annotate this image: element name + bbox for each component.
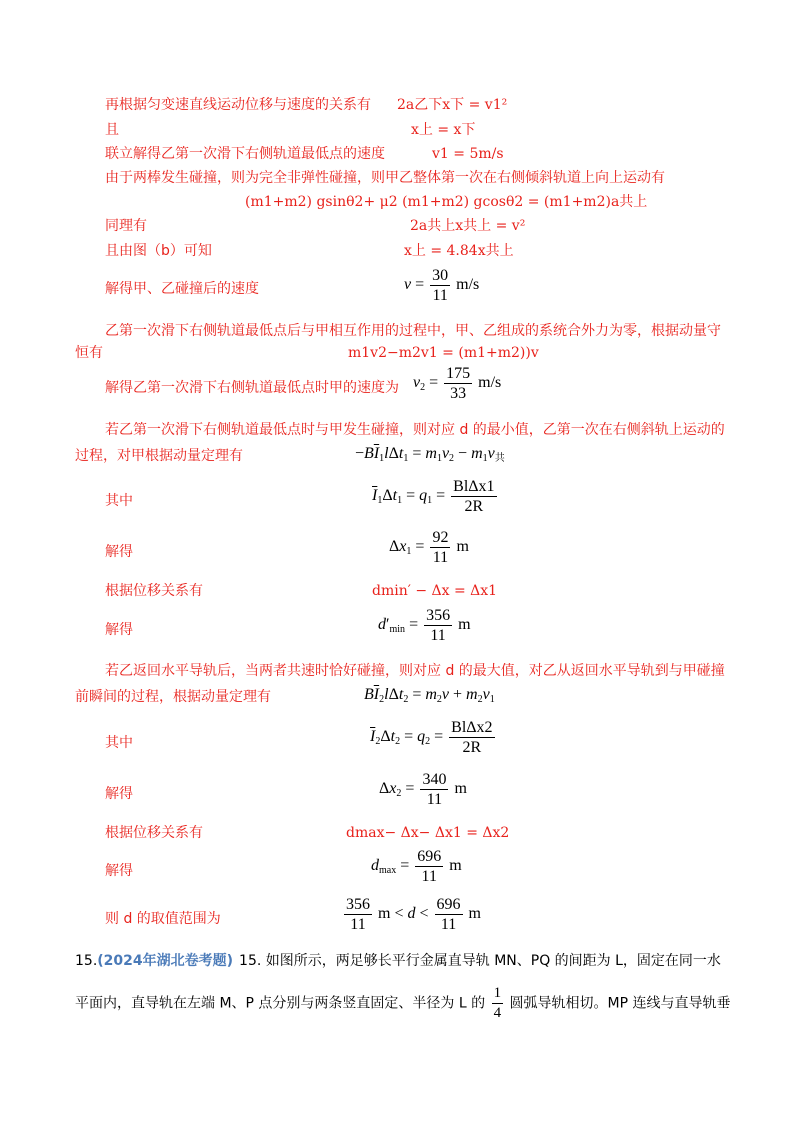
eq-v2: $v_2$ = $\frac{175}{33}$ m/s (413, 365, 502, 402)
frac-den: 11 (430, 547, 450, 567)
text-line-22: 根据位移关系有 (105, 825, 203, 841)
text-line-13: 过程，对甲根据动量定理有 (75, 448, 243, 464)
text-line-2: 且 (105, 122, 119, 138)
quarter-fraction (492, 984, 504, 1023)
eq-dmin: $d'_{min}$ = $\frac{356}{11}$ m (378, 607, 471, 644)
text-line-14: 其中 (105, 493, 133, 509)
eq-dx2: $\Delta x_2$ = $\frac{340}{11}$ m (379, 771, 467, 808)
frac-den: 11 (424, 625, 452, 645)
unit: m (468, 905, 481, 923)
eq-v-collision: v = $\frac{30}{11}$ m/s (404, 267, 480, 304)
text-line-15: 解得 (105, 544, 133, 560)
text-line-8: 解得甲、乙碰撞后的速度 (105, 281, 259, 297)
question-text-1: 15. 如图所示，两足够长平行金属直导轨 MN、PQ 的间距为 L，固定在同一水 (239, 953, 721, 969)
question-text-2a: 平面内，直导轨在左端 M、P 点分别与两条竖直固定、半径为 L 的 (75, 995, 486, 1012)
eq-line-10: m1v2−m2v1 = (m1+m2))v (348, 345, 539, 361)
text-line-17: 解得 (105, 622, 133, 638)
text-line-12: 若乙第一次滑下右侧轨道最低点时与甲发生碰撞，则对应 d 的最小值，乙第一次在右侧斜轨上运动的 (105, 422, 725, 438)
frac-den: 2R (451, 496, 496, 516)
eq-momentum-1: $-B\overline{I}_1l\Delta t_1 = m_1v_2 - m_1v_共$ (355, 445, 505, 464)
frac-den: 11 (435, 914, 463, 934)
text-line-1: 再根据匀变速直线运动位移与速度的关系有 (105, 97, 371, 113)
eq-range: $\frac{356}{11}$ m < d < $\frac{696}{11}$ m (346, 896, 481, 933)
frac-num: 30 (432, 267, 449, 284)
eq-line-2: x上 = x下 (411, 122, 476, 138)
frac-num: BlΔx1 (453, 478, 495, 495)
question-15-line-1 (75, 952, 721, 970)
text-line-4: 由于两棒发生碰撞，则为完全非弹性碰撞，则甲乙整体第一次在右侧倾斜轨道上向上运动有 (105, 170, 665, 186)
unit: m/s (478, 374, 502, 392)
frac-num: 696 (436, 896, 461, 913)
text-line-21: 解得 (105, 786, 133, 802)
eq-line-1: 2a乙下x下 = v1² (397, 97, 508, 113)
text-line-3: 联立解得乙第一次滑下右侧轨道最低点的速度 (105, 146, 385, 162)
eq-line-3: v1 = 5m/s (432, 146, 504, 162)
frac-num: 696 (417, 848, 442, 865)
text-line-11: 解得乙第一次滑下右侧轨道最低点时甲的速度为 (105, 380, 399, 396)
text-line-9: 乙第一次滑下右侧轨道最低点后与甲相互作用的过程中，甲、乙组成的系统合外力为零，根据动量守 (105, 323, 721, 339)
unit: m (378, 905, 391, 923)
eq-q2: $\overline{I}_2\Delta t_2 = q_2$ = $\frac{\text{BlΔx2}}{2R}$ (370, 719, 493, 756)
text-line-10: 恒有 (75, 345, 103, 361)
eq-line-7: x上 = 4.84x共上 (404, 243, 514, 259)
frac-den: 11 (415, 866, 443, 886)
frac-num: 92 (432, 529, 449, 546)
text-line-24: 则 d 的取值范围为 (105, 911, 221, 927)
eq-q1: $\overline{I}_1\Delta t_1 = q_1$ = $\frac{\text{BlΔx1}}{2R}$ (372, 478, 495, 515)
frac-num: 1 (493, 985, 502, 1001)
eq-line-16: dmin′ − Δx = Δx1 (372, 583, 498, 599)
frac-num: 340 (422, 771, 447, 788)
frac-num: 175 (446, 365, 471, 382)
frac-den: 4 (493, 1005, 502, 1021)
unit: m (456, 538, 469, 556)
unit: m (454, 780, 467, 798)
question-source: (2024年湖北卷考题) (97, 953, 234, 969)
frac-num: 356 (346, 896, 370, 913)
eq-dmax: $d_{max}$ = $\frac{696}{11}$ m (371, 848, 462, 885)
text-line-18: 若乙返回水平导轨后，当两者共速时恰好碰撞，则对应 d 的最大值，对乙从返回水平导轨到与甲碰撞 (105, 663, 725, 679)
frac-den: 11 (430, 285, 450, 305)
question-15-line-2 (75, 984, 731, 1023)
eq-momentum-2: $B\overline{I}_2l\Delta t_2 = m_2v + m_2v_1$ (364, 686, 495, 705)
frac-den: 11 (344, 914, 372, 934)
text-line-6: 同理有 (105, 218, 147, 234)
frac-den: 11 (420, 789, 448, 809)
eq-line-5: (m1+m2) gsinθ2+ μ2 (m1+m2) gcosθ2 = (m1+m2)a共上 (245, 194, 648, 210)
frac-num: BlΔx2 (451, 719, 493, 736)
unit: m (458, 616, 471, 634)
eq-line-22: dmax− Δx− Δx1 = Δx2 (346, 825, 510, 841)
text-line-16: 根据位移关系有 (105, 583, 203, 599)
frac-num: 356 (426, 607, 451, 624)
eq-dx1: $\Delta x_1$ = $\frac{92}{11}$ m (389, 529, 469, 566)
unit: m/s (456, 276, 480, 294)
question-text-2b: 圆弧导轨相切。MP 连线与直导轨垂 (509, 995, 731, 1012)
frac-den: 33 (444, 383, 472, 403)
text-line-20: 其中 (105, 735, 133, 751)
text-line-19: 前瞬间的过程，根据动量定理有 (75, 689, 271, 705)
frac-den: 2R (449, 737, 494, 757)
text-line-7: 且由图（b）可知 (105, 243, 212, 259)
question-number: 15. (75, 953, 98, 969)
text-line-23: 解得 (105, 863, 133, 879)
eq-line-6: 2a共上x共上 = v² (410, 218, 526, 234)
unit: m (449, 857, 462, 875)
